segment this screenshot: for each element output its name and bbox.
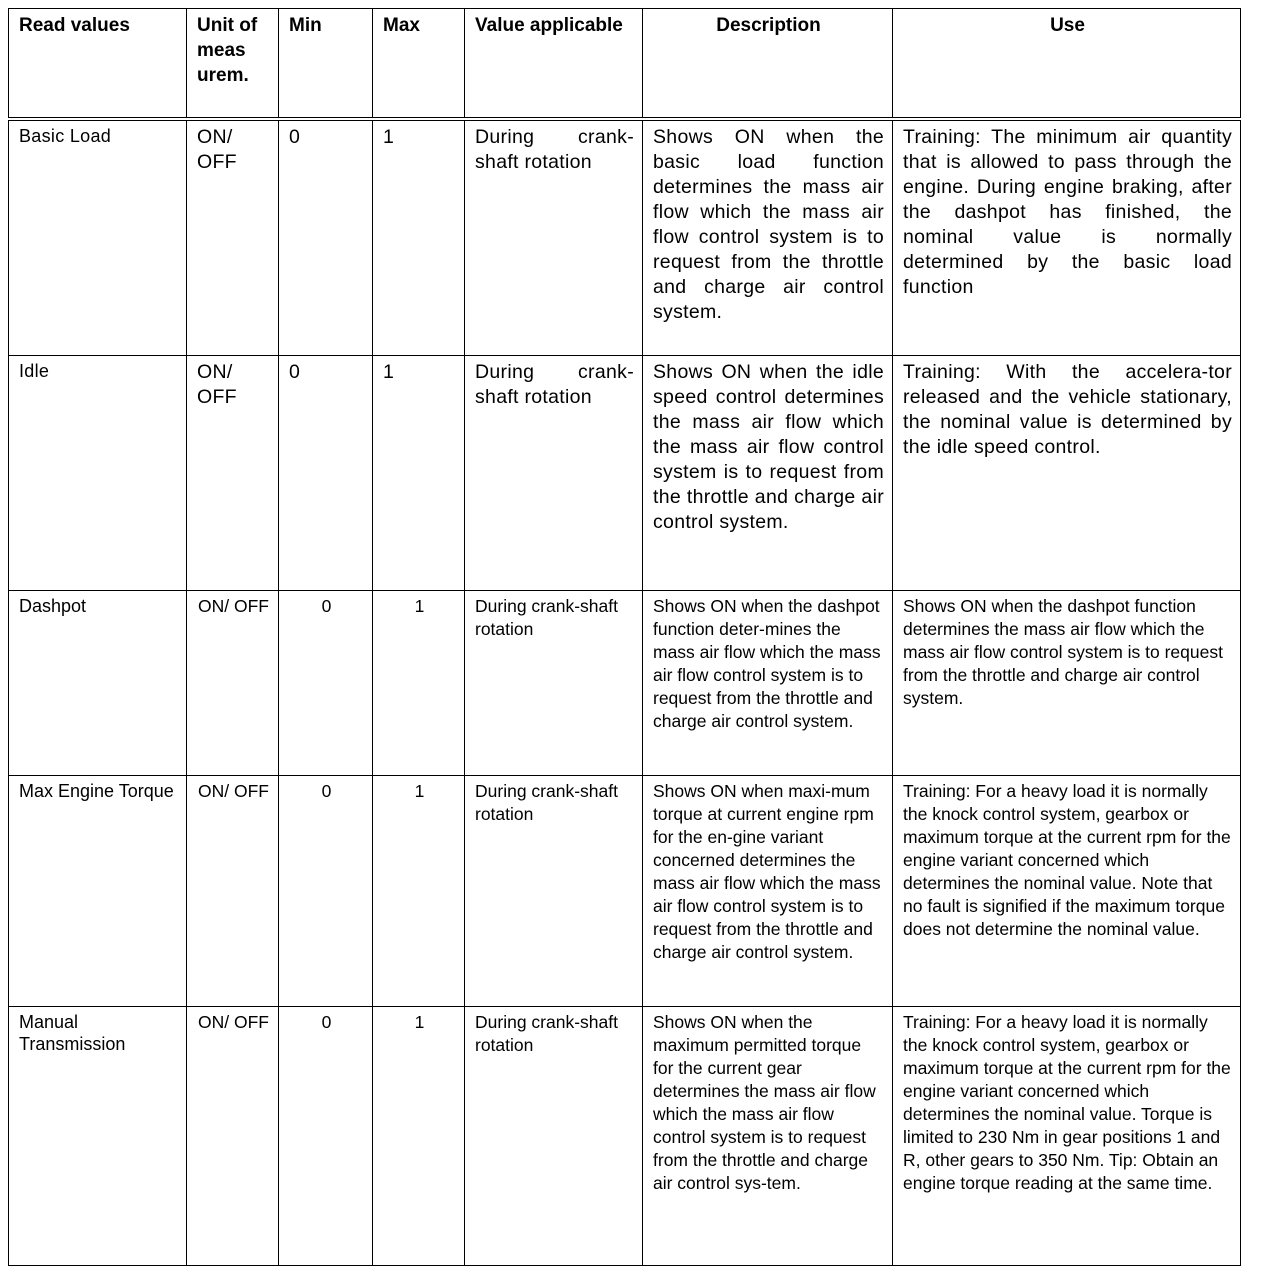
value-applicable-cell: During crank-shaft rotation — [465, 591, 643, 776]
value-applicable-cell: During crank-shaft rotation — [465, 119, 643, 356]
table-row — [9, 591, 1241, 776]
description-cell: Shows ON when the idle speed control determines the mass air flow which the mass air flow control system is to request from the throttle and charge air control system. — [643, 356, 893, 591]
header-max: Max — [373, 9, 465, 120]
table-header — [9, 9, 1241, 120]
use-cell: Shows ON when the dashpot function determines the mass air flow which the mass air flow control system is to request from the throttle and charge air control system. — [893, 591, 1241, 776]
value-applicable-cell: During crank-shaft rotation — [465, 356, 643, 591]
table-row — [9, 776, 1241, 1007]
header-description: Description — [643, 9, 893, 120]
unit-cell: ON/ OFF — [187, 119, 279, 356]
max-cell: 1 — [373, 119, 465, 356]
description-cell: Shows ON when maxi-mum torque at current engine rpm for the en-gine variant concerned determines the mass air flow which the mass air flow control system is to request from the throttle and charge air control system. — [643, 776, 893, 1007]
description-cell: Shows ON when the maximum permitted torque for the current gear determines the mass air flow which the mass air flow control system is to request from the throttle and charge air control sys-tem. — [643, 1007, 893, 1266]
max-cell: 1 — [373, 591, 465, 776]
min-cell: 0 — [279, 356, 373, 591]
min-cell: 0 — [279, 591, 373, 776]
use-cell: Training: The minimum air quantity that is allowed to pass through the engine. During engine braking, after the dashpot has finished, the nominal value is normally determined by the basic load function — [893, 119, 1241, 356]
value-applicable-cell: During crank-shaft rotation — [465, 1007, 643, 1266]
read-value-name: Dashpot — [9, 591, 187, 776]
description-cell: Shows ON when the dashpot function deter-mines the mass air flow which the mass air flow control system is to request from the throttle and charge air control system. — [643, 591, 893, 776]
unit-cell: ON/ OFF — [187, 1007, 279, 1266]
min-cell: 0 — [279, 1007, 373, 1266]
table-row — [9, 356, 1241, 591]
read-values-document — [8, 8, 1240, 1266]
table-row — [9, 119, 1241, 356]
read-value-name: Basic Load — [9, 119, 187, 356]
read-value-name: Idle — [9, 356, 187, 591]
description-cell: Shows ON when the basic load function determines the mass air flow which the mass air flow control system is to request from the throttle and charge air control system. — [643, 119, 893, 356]
header-value-applicable: Value applicable — [465, 9, 643, 120]
table-body — [9, 119, 1241, 1266]
use-cell: Training: For a heavy load it is normally the knock control system, gearbox or maximum torque at the current rpm for the engine variant concerned which determines the nominal value. Note that no fault is signified if the maximum torque does not determine the nominal value. — [893, 776, 1241, 1007]
max-cell: 1 — [373, 356, 465, 591]
read-values-table — [8, 8, 1241, 1266]
unit-cell: ON/ OFF — [187, 591, 279, 776]
unit-cell: ON/ OFF — [187, 356, 279, 591]
read-value-name: Max Engine Torque — [9, 776, 187, 1007]
read-value-name: Manual Transmission — [9, 1007, 187, 1266]
value-applicable-cell: During crank-shaft rotation — [465, 776, 643, 1007]
table-row — [9, 1007, 1241, 1266]
header-use: Use — [893, 9, 1241, 120]
max-cell: 1 — [373, 1007, 465, 1266]
unit-cell: ON/ OFF — [187, 776, 279, 1007]
header-row — [9, 9, 1241, 120]
min-cell: 0 — [279, 119, 373, 356]
header-unit: Unit of meas urem. — [187, 9, 279, 120]
min-cell: 0 — [279, 776, 373, 1007]
header-read-values: Read values — [9, 9, 187, 120]
max-cell: 1 — [373, 776, 465, 1007]
use-cell: Training: For a heavy load it is normally the knock control system, gearbox or maximum torque at the current rpm for the engine variant concerned which determines the nominal value. Torque is limited to 230 Nm in gear positions 1 and R, other gears to 350 Nm. Tip: Obtain an engine torque reading at the same time. — [893, 1007, 1241, 1266]
header-min: Min — [279, 9, 373, 120]
use-cell: Training: With the accelera-tor released and the vehicle stationary, the nominal value is determined by the idle speed control. — [893, 356, 1241, 591]
